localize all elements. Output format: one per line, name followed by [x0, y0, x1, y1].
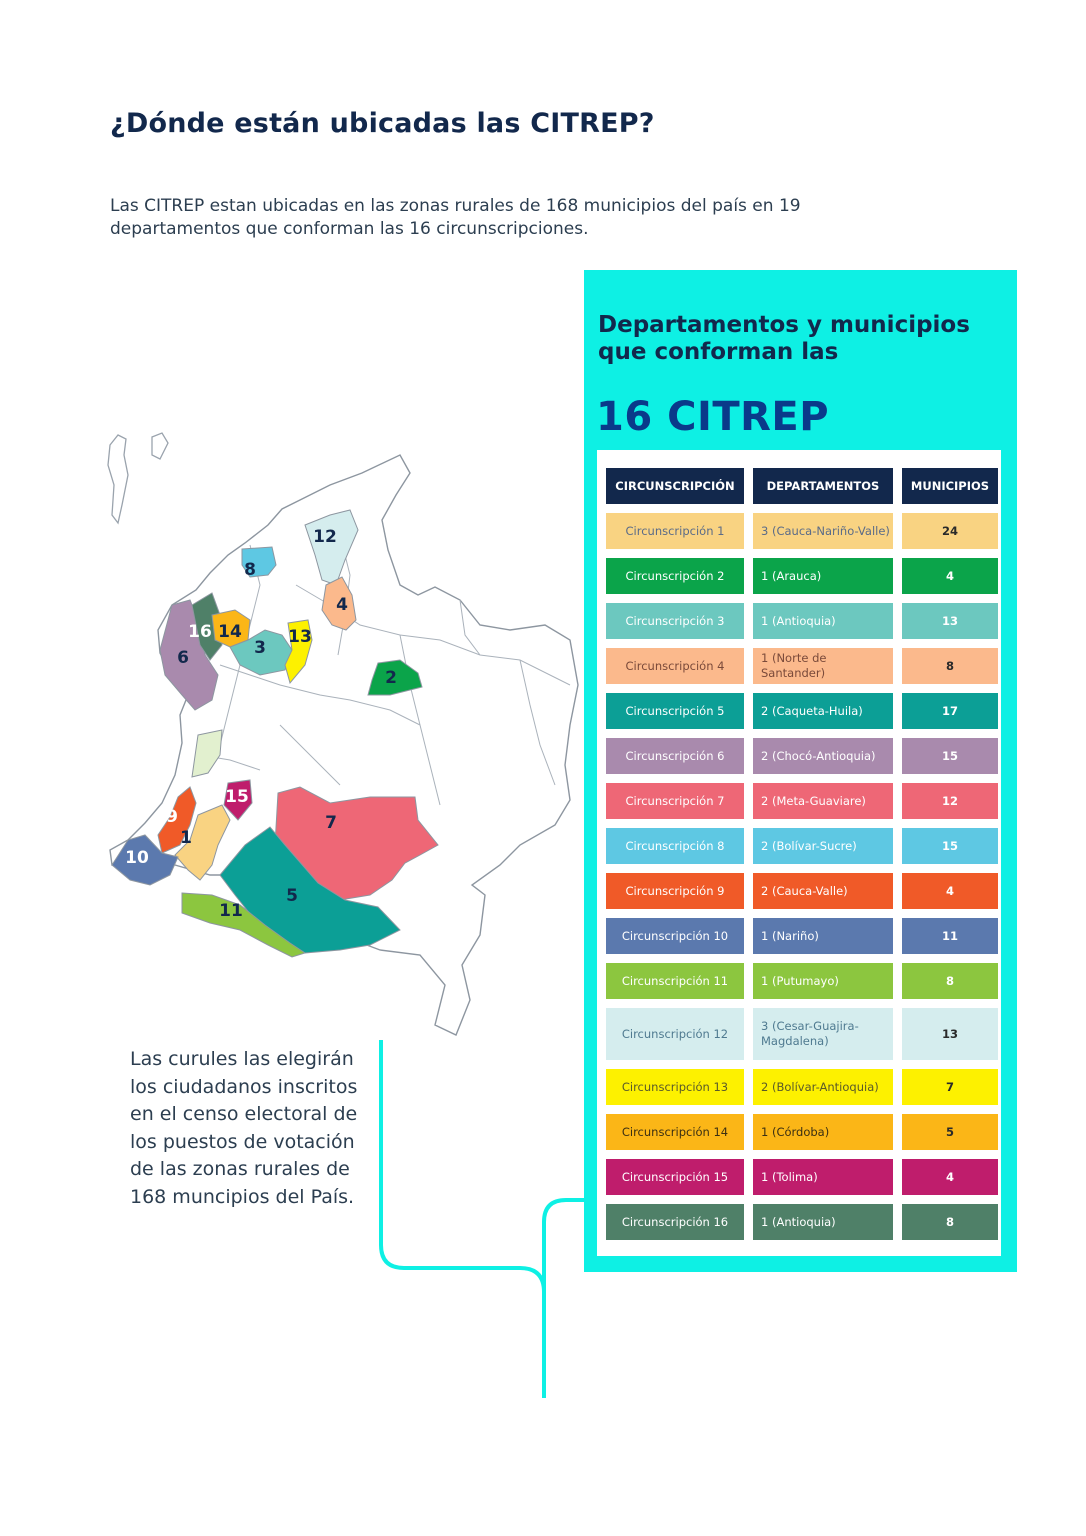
departamentos-cell-2: 1 (Arauca) — [753, 558, 893, 594]
municipios-cell-2: 4 — [902, 558, 998, 594]
map-label-1: 1 — [180, 828, 192, 848]
circunscripcion-cell-12: Circunscripción 12 — [606, 1008, 744, 1060]
municipios-cell-4: 8 — [902, 648, 998, 684]
map-label-16: 16 — [188, 622, 212, 642]
map-label-6: 6 — [177, 648, 189, 668]
municipios-cell-13: 7 — [902, 1069, 998, 1105]
departamentos-cell-10: 1 (Nariño) — [753, 918, 893, 954]
municipios-cell-16: 8 — [902, 1204, 998, 1240]
map-label-5: 5 — [286, 886, 298, 906]
map-label-11: 11 — [219, 901, 243, 921]
header-departamentos: DEPARTAMENTOS — [753, 468, 893, 504]
page-title: ¿Dónde están ubicadas las CITREP? — [110, 108, 655, 139]
departamentos-cell-9: 2 (Cauca-Valle) — [753, 873, 893, 909]
circunscripcion-cell-11: Circunscripción 11 — [606, 963, 744, 999]
map-label-15: 15 — [225, 787, 249, 807]
municipios-cell-7: 12 — [902, 783, 998, 819]
circunscripcion-cell-4: Circunscripción 4 — [606, 648, 744, 684]
map-label-2: 2 — [385, 668, 397, 688]
citrep-table — [597, 450, 1001, 1256]
circunscripcion-cell-15: Circunscripción 15 — [606, 1159, 744, 1195]
municipios-cell-8: 15 — [902, 828, 998, 864]
departamentos-cell-16: 1 (Antioquia) — [753, 1204, 893, 1240]
municipios-cell-14: 5 — [902, 1114, 998, 1150]
panel-heading: Departamentos y municipios que conforman las — [598, 312, 970, 365]
circunscripcion-cell-9: Circunscripción 9 — [606, 873, 744, 909]
municipios-cell-5: 17 — [902, 693, 998, 729]
table-grid — [606, 468, 998, 1240]
municipios-cell-9: 4 — [902, 873, 998, 909]
map-label-8: 8 — [244, 560, 256, 580]
map-label-3: 3 — [254, 638, 266, 658]
caption-text: Las curules las elegirán los ciudadanos inscritos en el censo electoral de los puestos de votación de las zonas rurales de 168 muncipios del País. — [130, 1048, 358, 1208]
circunscripcion-cell-1: Circunscripción 1 — [606, 513, 744, 549]
departamentos-cell-6: 2 (Chocó-Antioquia) — [753, 738, 893, 774]
header-circunscripcion: CIRCUNSCRIPCIÓN — [606, 468, 744, 504]
map-label-7: 7 — [325, 813, 337, 833]
departamentos-cell-12: 3 (Cesar-Guajira-Magdalena) — [753, 1008, 893, 1060]
departamentos-cell-15: 1 (Tolima) — [753, 1159, 893, 1195]
departamentos-cell-5: 2 (Caqueta-Huila) — [753, 693, 893, 729]
circunscripcion-cell-6: Circunscripción 6 — [606, 738, 744, 774]
departamentos-cell-4: 1 (Norte de Santander) — [753, 648, 893, 684]
map-label-4: 4 — [336, 595, 348, 615]
panel-big-title: 16 CITREP — [596, 394, 830, 440]
map-label-10: 10 — [125, 848, 149, 868]
departamentos-cell-14: 1 (Córdoba) — [753, 1114, 893, 1150]
departamentos-cell-8: 2 (Bolívar-Sucre) — [753, 828, 893, 864]
citrep-panel — [584, 270, 1017, 1272]
circunscripcion-cell-8: Circunscripción 8 — [606, 828, 744, 864]
departamentos-cell-1: 3 (Cauca-Nariño-Valle) — [753, 513, 893, 549]
circunscripcion-cell-2: Circunscripción 2 — [606, 558, 744, 594]
municipios-cell-15: 4 — [902, 1159, 998, 1195]
circunscripcion-cell-10: Circunscripción 10 — [606, 918, 744, 954]
municipios-cell-11: 8 — [902, 963, 998, 999]
departamentos-cell-3: 1 (Antioquia) — [753, 603, 893, 639]
circunscripcion-cell-3: Circunscripción 3 — [606, 603, 744, 639]
circunscripcion-cell-7: Circunscripción 7 — [606, 783, 744, 819]
circunscripcion-cell-13: Circunscripción 13 — [606, 1069, 744, 1105]
departamentos-cell-11: 1 (Putumayo) — [753, 963, 893, 999]
map-label-14: 14 — [218, 622, 242, 642]
municipios-cell-12: 13 — [902, 1008, 998, 1060]
circunscripcion-cell-5: Circunscripción 5 — [606, 693, 744, 729]
municipios-cell-6: 15 — [902, 738, 998, 774]
header-municipios: MUNICIPIOS — [902, 468, 998, 504]
map-label-12: 12 — [313, 527, 337, 547]
map-label-9: 9 — [166, 807, 178, 827]
intro-paragraph: Las CITREP estan ubicadas en las zonas rurales de 168 municipios del país en 19 departamentos que conforman las 16 circunscripciones. — [110, 196, 801, 239]
circunscripcion-cell-14: Circunscripción 14 — [606, 1114, 744, 1150]
map-label-13: 13 — [288, 627, 312, 647]
departamentos-cell-7: 2 (Meta-Guaviare) — [753, 783, 893, 819]
municipios-cell-10: 11 — [902, 918, 998, 954]
circunscripcion-cell-16: Circunscripción 16 — [606, 1204, 744, 1240]
municipios-cell-1: 24 — [902, 513, 998, 549]
departamentos-cell-13: 2 (Bolívar-Antioquia) — [753, 1069, 893, 1105]
municipios-cell-3: 13 — [902, 603, 998, 639]
